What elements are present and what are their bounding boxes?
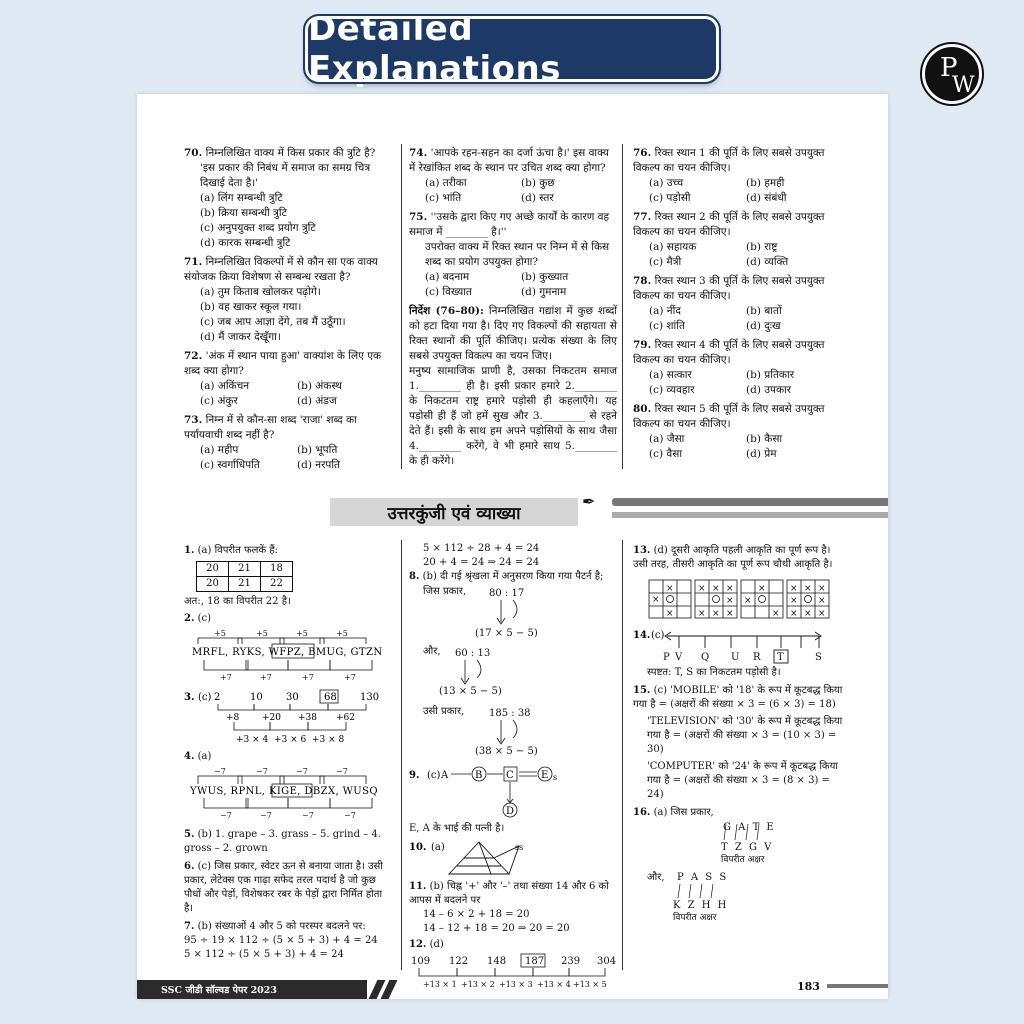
option: (d) प्रेम (746, 448, 777, 460)
series-number: 239 (561, 956, 581, 967)
diff-label: +5 (336, 629, 348, 638)
equation-line: 14 – 12 + 18 = 20 ⇒ 20 = 20 (423, 923, 570, 934)
diff-label: −7 (336, 767, 348, 776)
diff-label: −7 (214, 767, 226, 776)
a-number: 2. (184, 613, 195, 624)
svg-text:×: × (744, 596, 752, 606)
question-77 (633, 210, 843, 270)
column-divider (401, 540, 402, 970)
a-text: (a) (197, 751, 212, 762)
q-text-2: उपरोक्त वाक्य में रिक्त स्थान पर निम्न में से किस शब्द का प्रयोग उपयुक्त होगा? (425, 241, 610, 268)
svg-text:×: × (790, 584, 798, 594)
answer-9 (409, 762, 617, 836)
series-number: 130 (360, 692, 380, 703)
a-text: (a) विपरीत फलकें हैं: (197, 545, 279, 556)
q-number: 72. (184, 350, 203, 362)
question-78 (633, 274, 843, 334)
answer-4 (184, 750, 394, 824)
number-series-diagram (184, 688, 394, 750)
diff-label: −7 (256, 767, 268, 776)
answer-12 (409, 938, 617, 992)
a-conclusion: E, A के भाई की पत्नी है। (409, 823, 505, 834)
node-c: C (506, 770, 514, 781)
option: (b) प्रतिकार (746, 369, 795, 381)
table-cell: 21 (229, 577, 261, 592)
diff-label: −7 (302, 811, 314, 820)
answer-5 (184, 828, 394, 856)
a-text: (c) जिस प्रकार, स्वेटर ऊन से बनाया जाता है। उसी प्रकार, लेटेक्स एक गाढ़ा सफेद तरल पदार्थ है जो कुछ पौधों और पेड़ों, विशेषकर रबर के पेड़ों द्वारा निर्मित होता है। (184, 861, 383, 914)
svg-text:×: × (804, 584, 812, 594)
page-number: 183 (797, 980, 820, 993)
a-text: (b) संख्याओं 4 और 5 को परस्पर बदलने पर: (197, 921, 366, 932)
node-d: D (506, 806, 515, 817)
q-number: 77. (633, 211, 652, 223)
option: (d) कारक सम्बन्धी त्रुटि (200, 237, 291, 249)
logo-letter-p: P (940, 53, 958, 83)
answer-column-2 (409, 542, 617, 992)
q-text: निम्नलिखित वाक्य में किस प्रकार की त्रुटि है? (205, 147, 376, 159)
answer-8 (409, 570, 617, 762)
a-text: (c) 'MOBILE' को '18' के रूप में कूटबद्ध किया गया है = (अक्षरों की संख्या × 3 = (6 × 3) = 18) (633, 685, 843, 710)
q-text: ''उसके द्वारा किए गए अच्छे कार्यों के कारण वह समाज में ________ है।'' (409, 211, 610, 238)
svg-text:×: × (652, 595, 660, 605)
diff-label: −7 (296, 767, 308, 776)
a-number: 4. (184, 751, 195, 762)
passage-text: मनुष्य सामाजिक प्राणी है, उसका निकटतम समाज 1.________ ही है। इसी प्रकार हमारे 2.________ के निकटतम राष्ट्र हमारे पड़ोसी ही कहलाएँगे। यह पड़ोसी ही हैं जो हमें सुख और 3.________ से रहने देते हैं। इसी के साथ हम अपने पड़ोसियों के साथ जैसा 4.________ करेंगे, वे भी हमारे साथ 5.________ के ही करेंगे। (409, 365, 617, 467)
option: (b) हमही (746, 177, 785, 189)
answer-column-1 (184, 544, 394, 962)
question-73 (184, 413, 394, 473)
word: G A T E (723, 822, 776, 833)
option: (d) मैं जाकर देखूँगा। (200, 331, 281, 343)
direction-letter: R (753, 652, 761, 663)
ratio-pattern-diagram (409, 584, 617, 762)
logo-letter-w: W (952, 73, 975, 98)
coding-diagram (633, 820, 843, 920)
diff-label: +3 × 4 (236, 735, 269, 745)
table-cell: 20 (197, 562, 229, 577)
answer-6 (184, 860, 394, 916)
direction-letter: P (663, 652, 670, 663)
svg-text:×: × (726, 596, 734, 606)
option: (c) मैत्री (649, 256, 682, 268)
a-text: (c) (427, 770, 441, 781)
question-75 (409, 210, 617, 300)
document-page (137, 94, 888, 999)
table-cell: 21 (229, 562, 261, 577)
node-a: A (441, 770, 449, 781)
pw-logo (922, 44, 982, 104)
option: (c) जब आप आज्ञा देंगे, तब मैं उठूँगा। (200, 316, 346, 328)
option: (a) तरीका (425, 177, 467, 189)
svg-text:×: × (712, 609, 720, 619)
a-conclusion: स्पष्टत: T, S का निकटतम पड़ोसी है। (647, 667, 781, 678)
option: (a) बदनाम (425, 271, 470, 283)
diff-label: +13 × 5 (573, 980, 607, 989)
label: विपरीत अक्षर (721, 855, 765, 865)
equation-line: 20 + 4 = 24 ⇒ 24 = 24 (423, 557, 540, 568)
a-text: (c) (651, 630, 665, 641)
svg-text:×: × (712, 584, 720, 594)
table-cell: 20 (197, 577, 229, 592)
direction-label: निर्देश (76–80): (409, 305, 484, 317)
direction-letter: V (675, 652, 683, 663)
diff-label: +38 (298, 713, 317, 723)
q-text: 'अंक में स्थान पाया हुआ' वाक्यांश के लिए एक शब्द क्या होगा? (184, 350, 382, 377)
equation-line: 5 × 112 ÷ (5 × 5 + 3) + 4 = 24 (184, 949, 344, 960)
diff-label: +13 × 4 (537, 980, 571, 989)
answer-7 (184, 920, 394, 962)
option: (c) पड़ोसी (649, 192, 691, 204)
option: (b) वह खाकर स्कूल गया। (200, 301, 302, 313)
series-text: YWUS, RPNL, KIGE, DBZX, WUSQ (190, 786, 378, 797)
label: उसी प्रकार, (423, 706, 465, 717)
a-number: 16. (633, 807, 651, 818)
diff-label: +3 × 6 (274, 735, 307, 745)
answer-10 (409, 838, 617, 878)
svg-text:×: × (698, 609, 706, 619)
q-number: 71. (184, 256, 203, 268)
a-text: (b) दी गई श्रृंखला में अनुसरण किया गया पैटर्न है; (422, 571, 604, 582)
figure-label: ss (515, 843, 524, 852)
option: (b) कुख्यात (521, 271, 569, 283)
title-banner (305, 9, 719, 89)
q-text: रिक्त स्थान 2 की पूर्ति के लिए सबसे उपयुक्त विकल्प का चयन कीजिए। (633, 211, 825, 238)
table-cell: 22 (261, 577, 293, 592)
question-column-3 (633, 146, 843, 466)
q-number: 79. (633, 339, 652, 351)
expression: (38 × 5 − 5) (475, 746, 538, 757)
letter-series-diagram (184, 764, 394, 824)
option: (d) अंडज (297, 395, 337, 407)
answer-11 (409, 880, 617, 936)
number-series-diagram (409, 952, 617, 992)
direction-letter: S (815, 652, 822, 663)
series-number: 122 (449, 956, 469, 967)
a-text: (d) (429, 939, 444, 950)
diff-label: +62 (336, 713, 355, 723)
node-e: E (541, 770, 549, 781)
option: (c) अंकुर (200, 395, 238, 407)
opposite-faces-table (196, 561, 293, 592)
option: (c) अनुपयुक्त शब्द प्रयोग त्रुटि (200, 222, 316, 234)
direction-letter: Q (701, 652, 710, 663)
banner-title: Detailed Explanations (308, 9, 561, 89)
answer-3 (184, 688, 394, 750)
q-text: निम्न में से कौन-सा शब्द 'राजा' शब्द का पर्यायवाची शब्द नहीं है? (184, 414, 357, 441)
option: (d) नरपति (297, 459, 341, 471)
option: (b) राष्ट्र (746, 241, 778, 253)
expression: (13 × 5 − 5) (439, 686, 502, 697)
question-70 (184, 146, 394, 251)
a-text: 'COMPUTER' को '24' के रूप में कूटबद्ध किया गया है = (अक्षरों की संख्या × 3 = (8 × 3) = 24) (647, 761, 838, 800)
label: विपरीत अक्षर (673, 913, 717, 920)
diff-label: −7 (260, 811, 272, 820)
question-72 (184, 349, 394, 409)
option: (c) स्वर्गाधिपति (200, 459, 260, 471)
a-number: 14. (633, 630, 651, 641)
option: (a) सहायक (649, 241, 697, 253)
option: (b) क्रिया सम्बन्धी त्रुटि (200, 207, 287, 219)
q-number: 73. (184, 414, 203, 426)
a-number: 11. (409, 881, 427, 892)
q-quote: 'इस प्रकार की निबंध में समाज का समग्र चित्र दिखाई देता है।' (200, 162, 371, 189)
q-number: 80. (633, 403, 652, 415)
option: (c) विख्यात (425, 286, 472, 298)
letter-series-diagram (184, 626, 394, 688)
direction-text: निम्नलिखित गद्यांश में कुछ शब्दों को हटा दिया गया है। दिए गए विकल्पों की सहायता से रिक्त स्थानों की पूर्ति कीजिए। प्रत्येक संख्या के लिए सबसे उपयुक्त विकल्प का चयन जिए। (409, 305, 617, 362)
diff-label: +3 × 8 (312, 735, 345, 745)
svg-text:×: × (726, 584, 734, 594)
svg-text:×: × (790, 596, 798, 606)
a-text: (c) (197, 613, 212, 624)
option: (b) अंकस्थ (297, 380, 342, 392)
label: और, (423, 646, 441, 657)
answer-1 (184, 544, 394, 609)
diff-label: +7 (344, 673, 356, 682)
a-number: 7. (184, 921, 195, 932)
diff-label: +7 (220, 673, 232, 682)
diff-label: +5 (256, 629, 268, 638)
diff-label: +13 × 3 (499, 980, 533, 989)
diff-label: −7 (220, 811, 232, 820)
q-text: रिक्त स्थान 5 की पूर्ति के लिए सबसे उपयुक्त विकल्प का चयन कीजिए। (633, 403, 825, 430)
footer-title: SSC जीडी सॉल्वड पेपर 2023 (137, 980, 367, 999)
q-text: रिक्त स्थान 4 की पूर्ति के लिए सबसे उपयुक्त विकल्प का चयन कीजिए। (633, 339, 825, 366)
option: (a) सत्कार (649, 369, 692, 381)
label: जिस प्रकार, (423, 586, 467, 597)
option: (d) स्तर (521, 192, 554, 204)
q-text: निम्नलिखित विकल्पों में से कौन सा एक वाक्य संयोजक क्रिया विशेषण से सम्बन्ध रखता है? (184, 256, 378, 283)
ratio: 185 : 38 (489, 708, 531, 719)
option: (b) बातों (746, 305, 782, 317)
option: (c) भांति (425, 192, 462, 204)
series-text: MRFL, RYKS, WFPZ, BMUG, GTZN (192, 647, 383, 658)
option: (b) कुछ (521, 177, 555, 189)
figure-diagram (409, 838, 617, 878)
word: P A S S (677, 872, 729, 883)
node-suffix: s (553, 773, 558, 782)
diff-label: −7 (344, 811, 356, 820)
option: (c) वैसा (649, 448, 683, 460)
answer-2 (184, 612, 394, 688)
answer-13 (633, 544, 843, 624)
expression: (17 × 5 − 5) (475, 628, 538, 639)
series-number: 10 (250, 692, 263, 703)
a-text: (a) (431, 842, 445, 853)
a-number: 10. (409, 842, 427, 853)
diff-label: +8 (226, 713, 240, 723)
option: (d) गुमनाम (521, 286, 567, 298)
column-divider (401, 144, 402, 469)
svg-text:×: × (790, 609, 798, 619)
svg-text:×: × (666, 584, 674, 594)
code: K Z H H (673, 900, 729, 911)
a-text: (a) जिस प्रकार, (653, 807, 714, 818)
q-number: 76. (633, 147, 652, 159)
equation-line: 14 – 6 × 2 + 18 = 20 (423, 909, 530, 920)
pen-icon: ✒ (582, 492, 596, 511)
question-76 (633, 146, 843, 206)
svg-text:×: × (758, 584, 766, 594)
series-number: 187 (525, 956, 545, 967)
direction-letter: T (777, 652, 784, 663)
answer-key-heading: उत्तरकुंजी एवं व्याख्या (330, 498, 578, 526)
diff-label: +20 (262, 713, 281, 723)
option: (d) दुःख (746, 320, 781, 332)
family-relation-diagram (409, 762, 617, 822)
ratio: 60 : 13 (455, 648, 491, 659)
q-number: 78. (633, 275, 652, 287)
a-text: (b) चिह्न '+' और '–' तथा संख्या 14 और 6 को आपस में बदलने पर (409, 881, 609, 906)
question-79 (633, 338, 843, 398)
series-number: 2 (214, 692, 221, 703)
a-text: 'TELEVISION' को '30' के रूप में कूटबद्ध किया गया है = (अक्षरों की संख्या × 3 = (10 × 3) = 30) (647, 716, 843, 755)
question-74 (409, 146, 617, 206)
option: (c) शांति (649, 320, 685, 332)
a-number: 1. (184, 545, 195, 556)
option: (d) उपकार (746, 384, 792, 396)
footer-decoration (827, 984, 888, 988)
a-number: 5. (184, 829, 195, 840)
equation-line: 95 ÷ 19 × 112 ÷ (5 × 5 + 3) + 4 = 24 (184, 935, 378, 946)
question-column-1 (184, 146, 394, 477)
q-text: 'आपके रहन-सहन का दर्जा ऊंचा है।' इस वाक्य में रेखांकित शब्द के स्थान पर उचित शब्द क्या होगा? (409, 147, 609, 174)
a-text: (b) 1. grape – 3. grass – 5. grind – 4. gross – 2. grown (184, 829, 381, 854)
series-number: 148 (487, 956, 507, 967)
q-number: 70. (184, 147, 203, 159)
a-number: 13. (633, 545, 651, 556)
label: और, (647, 872, 665, 883)
heading-bar (612, 512, 888, 518)
diff-label: +5 (296, 629, 308, 638)
a-text: (c) (198, 692, 212, 703)
diff-label: +13 × 2 (461, 980, 495, 989)
option: (a) महीप (200, 444, 239, 456)
answer-column-3 (633, 544, 843, 920)
svg-text:×: × (772, 609, 780, 619)
heading-bar (612, 498, 888, 506)
code: T Z G V (721, 842, 774, 853)
column-divider (622, 540, 623, 970)
answer-16 (633, 806, 843, 920)
option: (c) व्यवहार (649, 384, 695, 396)
svg-text:×: × (818, 584, 826, 594)
a-number: 15. (633, 685, 651, 696)
q-number: 74. (409, 147, 428, 159)
option: (d) संबंधी (746, 192, 787, 204)
direction-line-diagram (633, 626, 843, 666)
svg-text:×: × (804, 609, 812, 619)
a-number: 6. (184, 861, 195, 872)
series-number: 304 (597, 956, 617, 967)
svg-text:×: × (818, 596, 826, 606)
a-conclusion: अत:, 18 का विपरीत 22 है। (184, 596, 291, 607)
svg-text:×: × (666, 609, 674, 619)
option: (b) कैसा (746, 433, 783, 445)
option: (d) व्यक्ति (746, 256, 789, 268)
svg-text:×: × (818, 609, 826, 619)
column-divider (622, 144, 623, 469)
option: (a) उच्च (649, 177, 684, 189)
series-number: 109 (411, 956, 431, 967)
option: (a) तुम किताब खोलकर पढ़ोगे। (200, 286, 321, 298)
series-number: 30 (286, 692, 299, 703)
direction-passage (409, 304, 617, 469)
equation-line: 5 × 112 ÷ 28 + 4 = 24 (423, 543, 540, 554)
diff-label: +13 × 1 (423, 980, 457, 989)
svg-text:×: × (698, 584, 706, 594)
option: (a) जैसा (649, 433, 685, 445)
answer-14 (633, 626, 843, 680)
question-column-2 (409, 146, 617, 469)
a-text: (d) दूसरी आकृति पहली आकृति का पूर्ण रूप है। उसी तरह, तीसरी आकृति का पूर्ण रूप चौथी आकृति है। (633, 545, 833, 570)
q-text: रिक्त स्थान 3 की पूर्ति के लिए सबसे उपयुक्त विकल्प का चयन कीजिए। (633, 275, 825, 302)
grid-figures (633, 576, 843, 624)
series-number: 68 (324, 692, 337, 703)
option: (a) अकिंचन (200, 380, 250, 392)
diff-label: +5 (214, 629, 226, 638)
node-b: B (475, 770, 483, 781)
option: (b) भूपति (297, 444, 338, 456)
option: (a) लिंग सम्बन्धी त्रुटि (200, 192, 283, 204)
answer-15 (633, 684, 843, 802)
q-text: रिक्त स्थान 1 की पूर्ति के लिए सबसे उपयुक्त विकल्प का चयन कीजिए। (633, 147, 825, 174)
a-number: 12. (409, 939, 427, 950)
option: (a) नींद (649, 305, 681, 317)
a-number: 8. (409, 571, 420, 582)
table-cell: 18 (261, 562, 293, 577)
direction-letter: U (731, 652, 740, 663)
svg-text:×: × (726, 609, 734, 619)
question-71 (184, 255, 394, 345)
ratio: 80 : 17 (489, 588, 525, 599)
a-number: 3. (184, 692, 195, 703)
diff-label: +7 (260, 673, 272, 682)
diff-label: +7 (302, 673, 314, 682)
q-number: 75. (409, 211, 428, 223)
question-80 (633, 402, 843, 462)
a-number: 9. (409, 770, 420, 781)
